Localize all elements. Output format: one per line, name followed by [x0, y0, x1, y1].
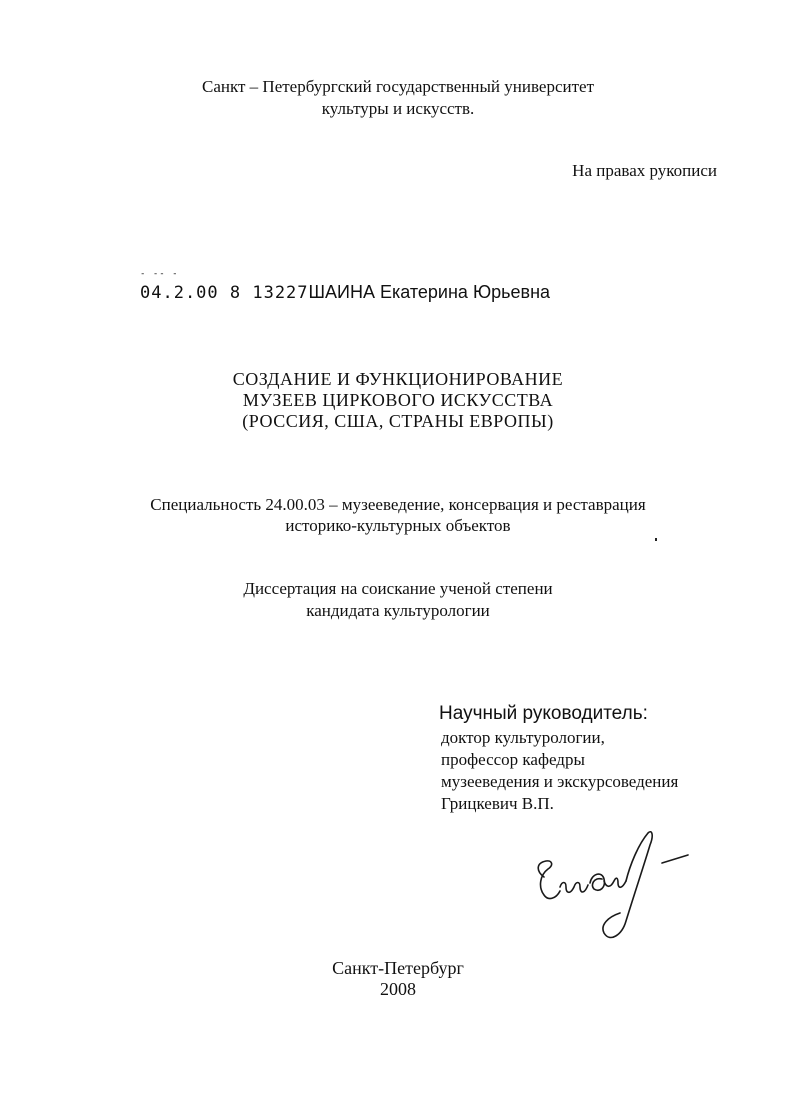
supervisor-department: музееведения и экскурсоведения: [441, 772, 679, 791]
supervisor-degree: доктор культурологии,: [441, 728, 605, 747]
handwritten-signature: [530, 825, 700, 955]
supervisor-name: Грицкевич В.П.: [441, 794, 554, 813]
specialty-line-1: Специальность 24.00.03 – музееведение, консервация и реставрация: [150, 495, 646, 514]
archive-stamp: [140, 269, 309, 303]
city: Санкт-Петербург: [332, 958, 464, 978]
title-line-2: МУЗЕЕВ ЦИРКОВОГО ИСКУССТВА: [242, 390, 554, 410]
supervisor-position: профессор кафедры: [441, 750, 585, 769]
dissertation-line-2: кандидата культурологии: [306, 601, 490, 620]
title-line-3: (РОССИЯ, США, СТРАНЫ ЕВРОПЫ): [242, 411, 554, 431]
specialty-line-2: историко-культурных объектов: [285, 516, 511, 535]
institution-line-1: Санкт – Петербургский государственный университет: [201, 77, 594, 96]
supervisor-heading: Научный руководитель:: [439, 703, 648, 724]
title-line-1: СОЗДАНИЕ И ФУНКЦИОНИРОВАНИЕ: [232, 369, 564, 389]
dissertation-line-1: Диссертация на соискание ученой степени: [243, 579, 553, 598]
manuscript-rights: На правах рукописи: [572, 161, 717, 180]
scan-speck: [655, 538, 657, 541]
author-name: ШАИНА Екатерина Юрьевна: [308, 282, 551, 302]
institution-line-2: культуры и искусств.: [321, 99, 475, 118]
year: 2008: [380, 979, 416, 999]
stamp-ticks: - -- -: [140, 269, 179, 279]
author-row: [140, 269, 551, 303]
archive-stamp-number: 04.2.00 8 13227: [140, 283, 309, 303]
